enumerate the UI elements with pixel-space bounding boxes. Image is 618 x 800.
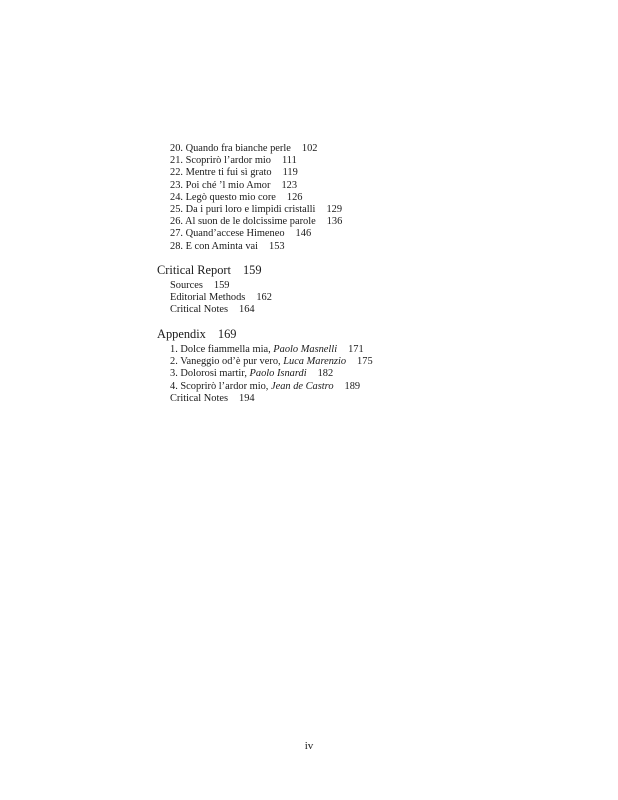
toc-page-number: 189 <box>344 380 361 392</box>
toc-page-number: 146 <box>295 228 312 240</box>
toc-entry: 24. Legò questo mio core 126 <box>170 191 303 203</box>
toc-page-number: 159 <box>213 280 230 291</box>
toc-page-number: 182 <box>317 368 334 380</box>
toc-entry: 4. Scoprirò l’ardor mio, Jean de Castro 189 <box>170 380 361 392</box>
section-heading: Appendix 169 <box>157 327 237 341</box>
toc-page-number: 111 <box>282 155 297 167</box>
toc-entry: 28. E con Aminta vai 153 <box>170 240 285 252</box>
section-page-number: 169 <box>217 327 237 341</box>
composer-name: Paolo Isnardi <box>249 368 307 380</box>
toc-entry: 2. Vaneggio od’è pur vero, Luca Marenzio 175 <box>170 356 373 368</box>
toc-entry: Sources 159 <box>170 280 230 291</box>
toc-page-number: 162 <box>256 292 272 304</box>
toc-page-number: 153 <box>269 240 285 252</box>
toc-entry: 25. Da i puri loro e limpidi cristalli 129 <box>170 204 343 216</box>
toc-entry: 27. Quand’accese Himeneo 146 <box>170 228 312 240</box>
toc-entry: 1. Dolce fiammella mia, Paolo Masnelli 171 <box>170 344 364 355</box>
toc-page-number: 164 <box>239 304 255 316</box>
composer-name: Jean de Castro <box>271 380 334 392</box>
toc-page-number: 175 <box>357 356 373 368</box>
toc-entry: 23. Poi ché ’l mio Amor 123 <box>170 179 298 191</box>
toc-entry: Editorial Methods 162 <box>170 292 272 304</box>
toc-page-number: 129 <box>326 204 343 216</box>
critical-report-items <box>170 280 597 317</box>
toc-entry: 21. Scoprirò l’ardor mio 111 <box>170 155 297 167</box>
composer-name: Paolo Masnelli <box>273 344 338 355</box>
toc-entry: 3. Dolorosi martir, Paolo Isnardi 182 <box>170 368 334 380</box>
toc-entry: 20. Quando fra bianche perle 102 <box>170 143 318 154</box>
toc-page-number: 171 <box>348 344 364 355</box>
toc-page-number: 194 <box>239 392 255 404</box>
appendix-section <box>157 327 597 405</box>
toc-continued-list <box>170 143 590 253</box>
appendix-items <box>170 344 597 405</box>
toc-entry: 26. Al suon de le dolcissime parole 136 <box>170 216 343 228</box>
section-page-number: 159 <box>242 263 262 277</box>
page-folio: iv <box>304 740 314 752</box>
critical-report-section <box>157 263 597 317</box>
toc-page-number: 123 <box>281 179 298 191</box>
toc-page-number: 136 <box>326 216 343 228</box>
composer-name: Luca Marenzio <box>283 356 347 368</box>
toc-page-number: 119 <box>282 167 298 179</box>
toc-entry: Critical Notes 164 <box>170 304 255 316</box>
toc-entry: Critical Notes 194 <box>170 392 255 404</box>
toc-entry: 22. Mentre ti fui sì grato 119 <box>170 167 298 179</box>
section-heading: Critical Report 159 <box>157 263 262 277</box>
toc-page-number: 126 <box>286 191 303 203</box>
toc-page-number: 102 <box>301 143 318 154</box>
